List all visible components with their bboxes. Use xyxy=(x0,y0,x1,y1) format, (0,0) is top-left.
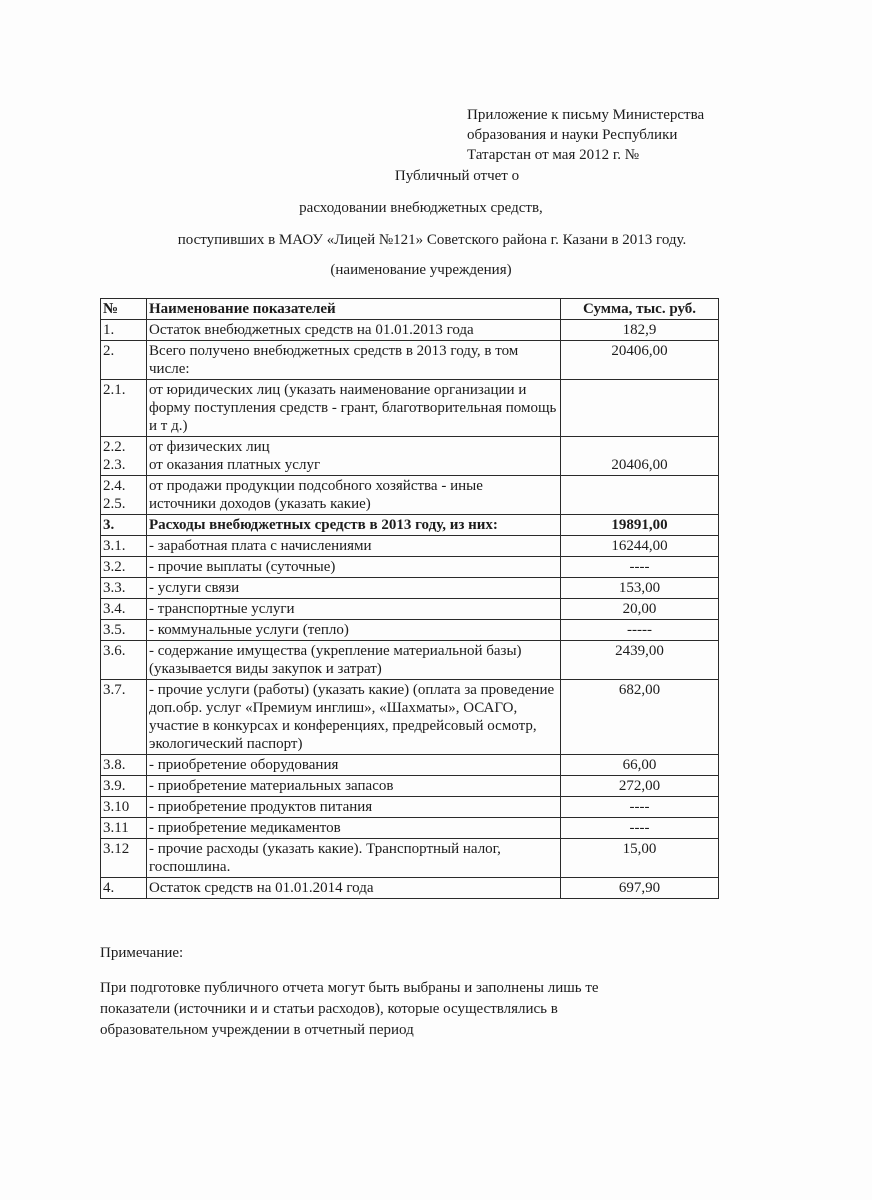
header-sum: Сумма, тыс. руб. xyxy=(561,299,719,320)
row-number: 3.2. xyxy=(101,557,147,578)
row-sum: 20406,00 xyxy=(561,437,719,476)
table-row xyxy=(101,437,719,476)
row-sum: ----- xyxy=(561,620,719,641)
row-sum xyxy=(561,476,719,515)
row-number: 3.5. xyxy=(101,620,147,641)
row-sum: 20406,00 xyxy=(561,341,719,380)
row-number: 3.7. xyxy=(101,680,147,755)
report-title: Публичный отчет о xyxy=(394,168,520,184)
table-row xyxy=(101,380,719,437)
row-sum: 66,00 xyxy=(561,755,719,776)
table-row xyxy=(101,620,719,641)
row-indicator: от юридических лиц (указать наименование организации и форму поступления средств - грант, благотворительная помощь и т д.) xyxy=(147,380,561,437)
header-number: № xyxy=(101,299,147,320)
table-row xyxy=(101,341,719,380)
table-row xyxy=(101,818,719,839)
note-line: При подготовке публичного отчета могут быть выбраны и заполнены лишь те xyxy=(100,980,599,996)
row-indicator-b: источники доходов (указать какие) xyxy=(149,496,371,512)
row-number-a: 2.4. xyxy=(103,478,126,494)
row-number: 3.12 xyxy=(101,839,147,878)
row-indicator-a: от продажи продукции подсобного хозяйства - иные xyxy=(149,478,483,494)
row-number: 3.11 xyxy=(101,818,147,839)
note-label: Примечание: xyxy=(100,945,184,961)
table-header-row xyxy=(101,299,719,320)
row-sum: 182,9 xyxy=(561,320,719,341)
row-number: 3.6. xyxy=(101,641,147,680)
row-number: 2. xyxy=(101,341,147,380)
row-indicator: - приобретение медикаментов xyxy=(147,818,561,839)
row-indicator: - прочие выплаты (суточные) xyxy=(147,557,561,578)
note-text xyxy=(100,978,700,1041)
row-indicator: - прочие услуги (работы) (указать какие) (оплата за проведение доп.обр. услуг «Премиум инглиш», «Шахматы», ОСАГО, участие в конкурсах и конференциях, предрейсовый осмотр, экологический паспорт) xyxy=(147,680,561,755)
table-row xyxy=(101,536,719,557)
table-row xyxy=(101,557,719,578)
report-table xyxy=(100,298,719,899)
row-sum: 153,00 xyxy=(561,578,719,599)
table-row xyxy=(101,878,719,899)
institution-caption: (наименование учреждения) xyxy=(330,262,512,278)
row-indicator: - содержание имущества (укрепление материальной базы) (указывается виды закупок и затрат) xyxy=(147,641,561,680)
table-row xyxy=(101,515,719,536)
row-sum xyxy=(561,380,719,437)
row-sum: 19891,00 xyxy=(561,515,719,536)
row-sum: 15,00 xyxy=(561,839,719,878)
row-indicator: Остаток средств на 01.01.2014 года xyxy=(147,878,561,899)
row-indicator: - коммунальные услуги (тепло) xyxy=(147,620,561,641)
row-indicator-b: от оказания платных услуг xyxy=(149,457,321,473)
row-number-a: 2.2. xyxy=(103,439,126,455)
row-number xyxy=(101,437,147,476)
row-indicator: - услуги связи xyxy=(147,578,561,599)
table-row xyxy=(101,476,719,515)
header-indicator: Наименование показателей xyxy=(147,299,561,320)
row-number: 3.4. xyxy=(101,599,147,620)
table-row xyxy=(101,680,719,755)
row-indicator: - приобретение оборудования xyxy=(147,755,561,776)
row-sum: 16244,00 xyxy=(561,536,719,557)
attachment-note xyxy=(467,105,704,165)
row-indicator: - приобретение продуктов питания xyxy=(147,797,561,818)
row-indicator xyxy=(147,476,561,515)
row-indicator: Остаток внебюджетных средств на 01.01.2013 года xyxy=(147,320,561,341)
attachment-note-line: образования и науки Республики xyxy=(467,127,678,143)
row-number: 2.1. xyxy=(101,380,147,437)
attachment-note-line: Приложение к письму Министерства xyxy=(467,107,705,123)
table-row xyxy=(101,641,719,680)
table-row xyxy=(101,599,719,620)
row-indicator: - транспортные услуги xyxy=(147,599,561,620)
row-indicator: Всего получено внебюджетных средств в 2013 году, в том числе: xyxy=(147,341,561,380)
row-sum: 272,00 xyxy=(561,776,719,797)
table-row xyxy=(101,320,719,341)
row-sum: 2439,00 xyxy=(561,641,719,680)
row-number: 4. xyxy=(101,878,147,899)
report-subtitle: расходовании внебюджетных средств, xyxy=(299,200,543,216)
row-sum: ---- xyxy=(561,818,719,839)
row-sum: ---- xyxy=(561,557,719,578)
row-indicator: - прочие расходы (указать какие). Транспортный налог, госпошлина. xyxy=(147,839,561,878)
row-number: 3. xyxy=(101,515,147,536)
row-number: 3.10 xyxy=(101,797,147,818)
table-row xyxy=(101,755,719,776)
note-line: образовательном учреждении в отчетный период xyxy=(100,1022,414,1038)
attachment-note-line: Татарстан от мая 2012 г. № xyxy=(467,147,640,163)
row-number: 3.3. xyxy=(101,578,147,599)
row-number-b: 2.3. xyxy=(103,457,126,473)
row-sum: 682,00 xyxy=(561,680,719,755)
row-number: 1. xyxy=(101,320,147,341)
row-number: 3.9. xyxy=(101,776,147,797)
row-number: 3.8. xyxy=(101,755,147,776)
report-institution-line: поступивших в МАОУ «Лицей №121» Советского района г. Казани в 2013 году. xyxy=(177,232,687,248)
row-number xyxy=(101,476,147,515)
row-sum: 20,00 xyxy=(561,599,719,620)
row-indicator-a: от физических лиц xyxy=(149,439,270,455)
row-indicator: - заработная плата с начислениями xyxy=(147,536,561,557)
note-line: показатели (источники и и статьи расходов), которые осуществлялись в xyxy=(100,1001,558,1017)
row-indicator: - приобретение материальных запасов xyxy=(147,776,561,797)
row-number: 3.1. xyxy=(101,536,147,557)
table-row xyxy=(101,839,719,878)
table-row xyxy=(101,797,719,818)
row-number-b: 2.5. xyxy=(103,496,126,512)
row-sum: ---- xyxy=(561,797,719,818)
table-row xyxy=(101,578,719,599)
table-row xyxy=(101,776,719,797)
row-sum: 697,90 xyxy=(561,878,719,899)
row-indicator: Расходы внебюджетных средств в 2013 году, из них: xyxy=(147,515,561,536)
row-indicator xyxy=(147,437,561,476)
